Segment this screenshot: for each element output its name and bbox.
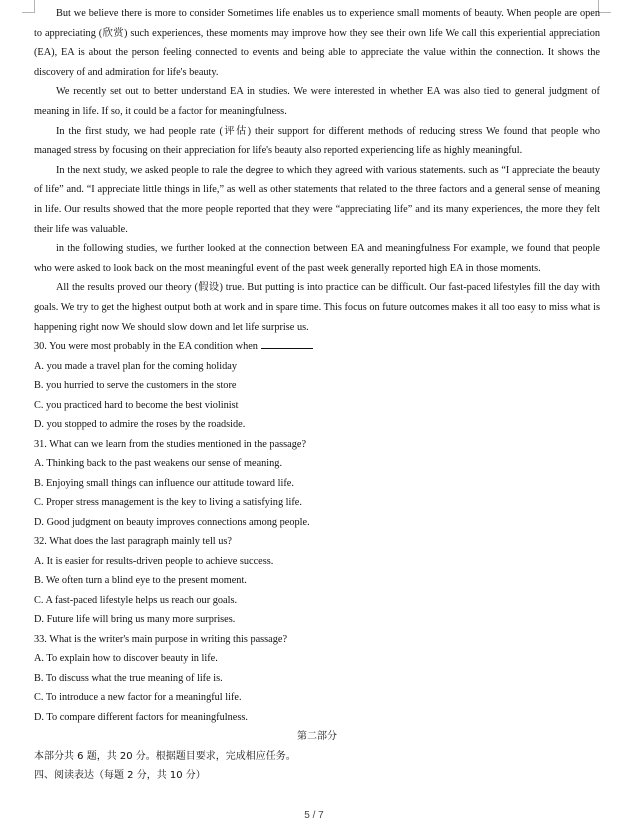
passage-paragraph-5: in the following studies, we further looked at the connection between EA and meaningfulness For example, we found that people who were asked to look back on the most meaningful event of the past week generally reported high EA in those moments.	[34, 243, 600, 274]
question-30-stem: 30. You were most probably in the EA condition when	[34, 337, 600, 357]
question-33-stem: 33. What is the writer's main purpose in writing this passage?	[34, 633, 288, 645]
document-body	[34, 4, 600, 786]
answer-blank	[261, 339, 313, 349]
question-32-option-d: D. Future life will bring us many more surprises.	[34, 614, 236, 626]
question-30-option-d: D. you stopped to admire the roses by the roadside.	[34, 419, 246, 431]
passage-paragraph-2: We recently set out to better understand EA in studies. We were interested in whether EA was also tied to general judgment of meaning in life. If so, it could be a factor for meaningfulness.	[34, 86, 600, 117]
question-32-option-a: A. It is easier for results-driven people to achieve success.	[34, 555, 274, 567]
passage-paragraph-4: In the next study, we asked people to rale the degree to which they agreed with various statements. such as “I appreciate the beauty of life” and. “I appreciate little things in life,” as well as other statements that related to the three factors and a general sense of meaning in life. Our results showed that the more people reported that they were “appreciating life” and its many experiences, the more they felt their life was valuable.	[34, 164, 600, 235]
question-31-option-c: C. Proper stress management is the key to living a satisfying life.	[34, 497, 302, 509]
question-33-option-a: A. To explain how to discover beauty in life.	[34, 653, 218, 665]
question-30-option-a: A. you made a travel plan for the coming holiday	[34, 360, 238, 372]
question-33-option-d: D. To compare different factors for meaningfulness.	[34, 711, 248, 723]
question-31-option-b: B. Enjoying small things can influence our attitude toward life.	[34, 477, 294, 489]
passage-paragraph-1: But we believe there is more to consider Sometimes life enables us to experience small moments of beauty. When people are open to appreciating (欣赏) such experiences, these moments may improve how they see their own life We call this experiential appreciation (EA), EA is about the person feeling connected to events and being able to appreciate the value within the connection. It shows the discovery of and admiration for life's beauty.	[34, 8, 600, 78]
section-four-heading: 四、阅读表达（每题 2 分，共 10 分）	[34, 770, 206, 782]
question-32-stem: 32. What does the last paragraph mainly tell us?	[34, 536, 232, 548]
question-33-option-b: B. To discuss what the true meaning of life is.	[34, 672, 223, 684]
passage-paragraph-6: All the results proved our theory (假设) true. But putting is into practice can be difficult. Our fast-paced lifestyles fill the day with goals. We try to get the highest output both at work and in spare time. This focus on future outcomes makes it all too easy to miss what is happening right now We should slow down and let life surprise us.	[34, 282, 600, 333]
page-number: 5 / 7	[304, 810, 324, 821]
question-31-option-d: D. Good judgment on beauty improves connections among people.	[34, 516, 310, 528]
question-31-option-a: A. Thinking back to the past weakens our sense of meaning.	[34, 458, 283, 470]
question-30-option-c: C. you practiced hard to become the best violinist	[34, 399, 239, 411]
part-two-instruction: 本部分共 6 题，共 20 分。根据题目要求，完成相应任务。	[34, 750, 296, 762]
question-31-stem: 31. What can we learn from the studies mentioned in the passage?	[34, 438, 307, 450]
question-32-option-b: B. We often turn a blind eye to the present moment.	[34, 575, 247, 587]
question-33-option-c: C. To introduce a new factor for a meaningful life.	[34, 692, 242, 704]
passage-paragraph-3: In the first study, we had people rate (评估) their support for different methods of reducing stress We found that people who managed stress by focusing on their appreciation for life's beauty also reported experiencing life as highly meaningful.	[34, 125, 600, 157]
question-30-option-b: B. you hurried to serve the customers in the store	[34, 380, 237, 392]
part-two-title: 第二部分	[297, 731, 337, 743]
question-32-option-c: C. A fast-paced lifestyle helps us reach our goals.	[34, 594, 238, 606]
